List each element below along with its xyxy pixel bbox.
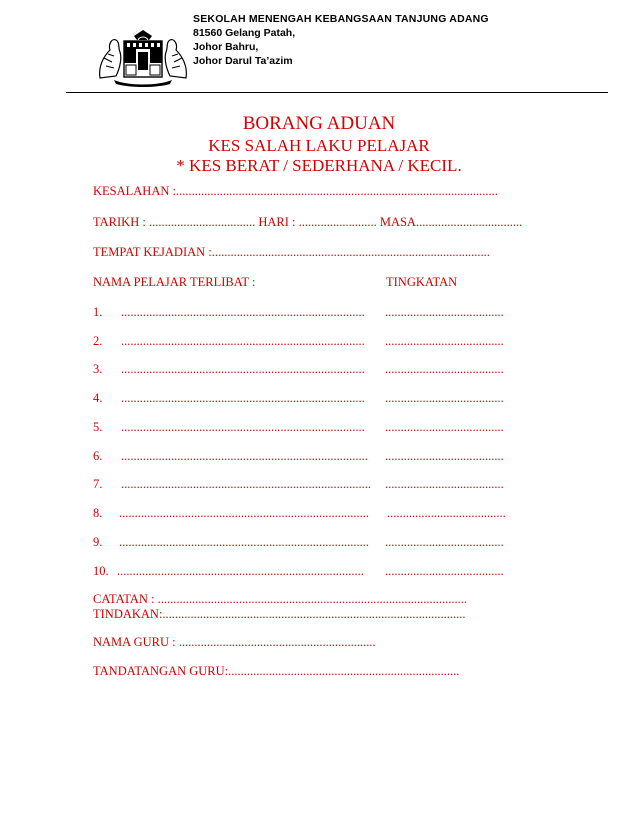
student-form-line: ...................................... bbox=[385, 334, 504, 348]
row-number: 4. bbox=[93, 391, 103, 405]
case-category: * KES BERAT / SEDERHANA / KECIL. bbox=[176, 156, 462, 175]
row-number: 8. bbox=[93, 506, 103, 520]
student-form-line: ...................................... bbox=[385, 362, 504, 376]
row-number: 3. bbox=[93, 362, 103, 376]
student-name-line: .............................................................................. bbox=[121, 420, 365, 434]
address-line-2: Johor Bahru, bbox=[193, 41, 259, 53]
student-name-line: .............................................................................. bbox=[121, 391, 365, 405]
student-form-line: ...................................... bbox=[385, 420, 504, 434]
coat-of-arms-icon bbox=[94, 28, 192, 88]
tindakan-field: TINDAKAN:................................................................................................. bbox=[93, 607, 466, 621]
school-header bbox=[193, 12, 489, 68]
form-subtitle: KES SALAH LAKU PELAJAR bbox=[208, 136, 430, 155]
header-divider bbox=[66, 92, 608, 93]
student-name-line: .............................................................................. bbox=[121, 362, 365, 376]
student-form-line: ...................................... bbox=[385, 391, 504, 405]
kesalahan-field: KESALAHAN :....................................................................................................... bbox=[93, 184, 498, 198]
row-number: 10. bbox=[93, 564, 109, 578]
school-name: SEKOLAH MENENGAH KEBANGSAAN TANJUNG ADANG bbox=[193, 13, 489, 25]
address-line-3: Johor Darul Ta’azim bbox=[193, 55, 293, 67]
student-name-line: ................................................................................ bbox=[119, 506, 369, 520]
form-title: BORANG ADUAN bbox=[242, 113, 396, 134]
row-number: 9. bbox=[93, 535, 103, 549]
catatan-field: CATATAN : ................................................................................................... bbox=[93, 592, 468, 606]
nama-pelajar-label: NAMA PELAJAR TERLIBAT : bbox=[93, 275, 256, 289]
nama-guru-field: NAMA GURU : ............................................................... bbox=[93, 635, 376, 649]
row-number: 5. bbox=[93, 420, 103, 434]
tarikh-hari-masa-field: TARIKH : .................................. HARI : ......................... MASA.................................. bbox=[93, 215, 523, 229]
tempat-kejadian-field: TEMPAT KEJADIAN :......................................................................................... bbox=[93, 245, 490, 259]
student-form-line: ...................................... bbox=[385, 535, 504, 549]
student-form-line: ...................................... bbox=[387, 506, 506, 520]
tingkatan-label: TINGKATAN bbox=[386, 275, 458, 289]
student-name-line: ................................................................................ bbox=[121, 477, 371, 491]
student-form-line: ...................................... bbox=[385, 477, 504, 491]
address-line-1: 81560 Gelang Patah, bbox=[193, 27, 296, 39]
student-name-line: ................................................................................ bbox=[119, 535, 369, 549]
row-number: 7. bbox=[93, 477, 103, 491]
tandatangan-guru-field: TANDATANGAN GURU:.......................................................................... bbox=[93, 664, 460, 678]
student-name-line: .............................................................................. bbox=[121, 305, 365, 319]
student-name-line: .............................................................................. bbox=[121, 334, 365, 348]
student-name-line: ............................................................................... bbox=[121, 449, 368, 463]
row-number: 1. bbox=[93, 305, 103, 319]
student-name-line: ............................................................................... bbox=[117, 564, 364, 578]
student-form-line: ...................................... bbox=[385, 564, 504, 578]
row-number: 6. bbox=[93, 449, 103, 463]
student-form-line: ...................................... bbox=[385, 305, 504, 319]
row-number: 2. bbox=[93, 334, 103, 348]
student-form-line: ...................................... bbox=[385, 449, 504, 463]
